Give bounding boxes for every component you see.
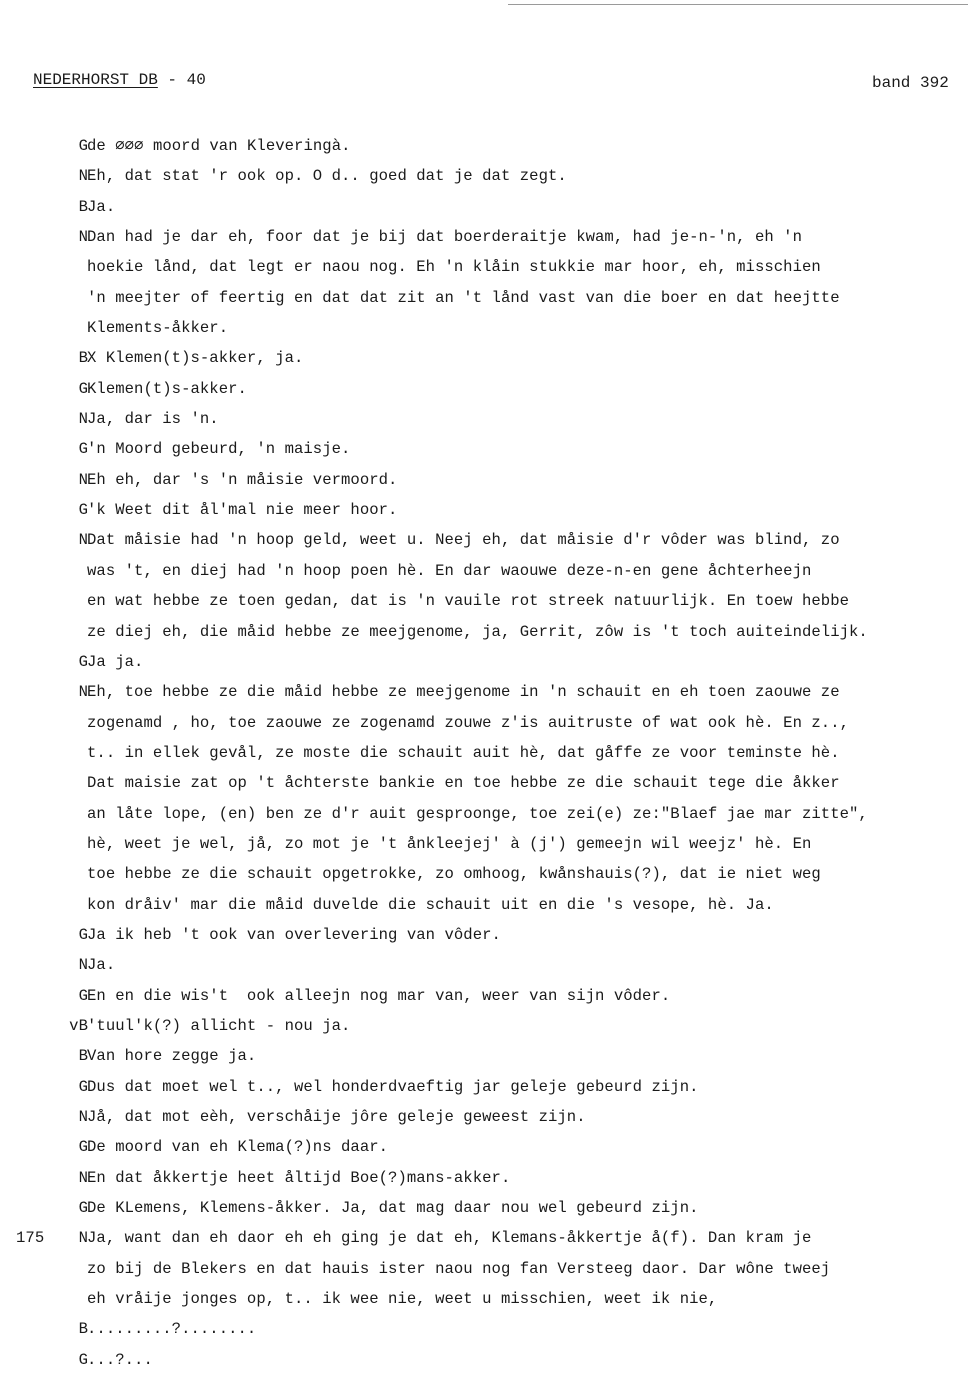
utterance-text: Klemen(t)s-akker.: [87, 379, 247, 398]
speaker-label: G: [78, 1077, 88, 1096]
transcript-line: [0, 738, 973, 768]
utterance-text: eh vråije jonges op, t.. ik wee nie, weet u misschien, weet ik nie,: [87, 1290, 718, 1309]
utterance-text: Ja ja.: [87, 652, 144, 671]
page-header: [33, 71, 206, 89]
speaker-label: N: [78, 1108, 88, 1126]
transcript-line: [0, 283, 973, 313]
utterance-text: Dus dat moet wel t.., wel honderdvaeftig jar geleje gebeurd zijn.: [87, 1077, 699, 1096]
utterance-text: was 't, en diej had 'n hoop poen hè. En dar waouwe deze-n-en gene åchterheejn: [87, 561, 812, 580]
transcript-line: [0, 647, 973, 677]
speaker-label: N: [78, 956, 88, 975]
utterance-text: Eh eh, dar 's 'n måisie vermoord.: [87, 470, 398, 489]
utterance-text: Ja.: [87, 197, 116, 216]
utterance-text: Jå, dat mot eèh, verschåije jôre geleje geweest zijn.: [87, 1108, 586, 1126]
speaker-label: N: [78, 167, 88, 186]
utterance-text: Ja.: [87, 956, 116, 975]
utterance-text: Dat måisie had 'n hoop geld, weet u. Neej eh, dat måisie d'r vôder was blind, zo: [87, 531, 840, 550]
transcript-line: [0, 222, 973, 252]
speaker-label: N: [78, 1229, 88, 1248]
transcript-line: [0, 829, 973, 859]
transcript-line: [0, 768, 973, 798]
transcript-line: [0, 586, 973, 616]
utterance-text: Ja, want dan eh daor eh eh ging je dat eh, Klemans-åkkertje å(f). Dan kram je: [87, 1229, 812, 1248]
utterance-text: En en die wis't ook alleejn nog mar van, weer van sijn vôder.: [87, 986, 671, 1005]
transcript-line: [0, 708, 973, 738]
speaker-label: N: [78, 410, 88, 429]
page-number: - 40: [157, 71, 206, 89]
speaker-label: G: [78, 379, 88, 398]
transcript-line: [0, 1163, 973, 1193]
utterance-text: Eh, dat stat 'r ook op. O d.. goed dat je dat zegt.: [87, 167, 567, 186]
speaker-label: B: [78, 1320, 88, 1339]
speaker-label: G: [78, 925, 88, 944]
speaker-label: B: [78, 1047, 88, 1066]
transcript-line: [0, 495, 973, 525]
transcript-line: [0, 1011, 973, 1041]
utterance-text: ze diej eh, die måid hebbe ze meejgenome, ja, Gerrit, zôw is 't toch auiteindelijk.: [87, 622, 868, 641]
utterance-text: zo bij de Blekers en dat hauis ister naou nog fan Versteeg daor. Dar wône tweej: [87, 1259, 831, 1278]
utterance-text: kon dråiv' mar die måid duvelde die schauit uit en die 's vesope, hè. Ja.: [87, 895, 774, 914]
transcript-line: [0, 1072, 973, 1102]
transcript-line: [0, 465, 973, 495]
transcript-line: [0, 434, 973, 464]
transcript-line: [0, 404, 973, 434]
transcript-line: [0, 192, 973, 222]
utterance-text: Ja ik heb 't ook van overlevering van vôder.: [87, 925, 501, 944]
transcript-line: [0, 1132, 973, 1162]
speaker-label: G: [78, 1199, 88, 1218]
utterance-text: Van hore zegge ja.: [87, 1047, 257, 1066]
top-rule: [508, 4, 968, 5]
speaker-label: G: [78, 652, 88, 671]
speaker-label: G: [78, 137, 88, 155]
transcript-line: [0, 920, 973, 950]
speaker-label: G: [78, 1138, 88, 1157]
speaker-label: G: [78, 501, 88, 520]
speaker-label: G: [78, 440, 88, 459]
speaker-label: N: [78, 228, 88, 247]
transcript-line: [0, 131, 973, 161]
speaker-label: G: [78, 1350, 88, 1369]
utterance-text: Dat maisie zat op 't åchterste bankie en toe hebbe ze die schauit tege die åkker: [87, 774, 840, 793]
speaker-label: N: [78, 470, 88, 489]
utterance-text: X Klemen(t)s-akker, ja.: [87, 349, 304, 368]
transcript: [0, 131, 973, 1375]
transcript-line: [0, 1345, 973, 1375]
transcript-line: [0, 1193, 973, 1223]
transcript-line: [0, 617, 973, 647]
speaker-label: N: [78, 531, 88, 550]
utterance-text: 'tuul'k(?) allicht - nou ja.: [87, 1016, 351, 1035]
speaker-label: N: [78, 683, 88, 702]
document-title: NEDERHORST DB: [33, 71, 158, 89]
transcript-line: [0, 981, 973, 1011]
transcript-line: [0, 556, 973, 586]
transcript-line: [0, 1254, 973, 1284]
transcript-line: [0, 1102, 973, 1132]
transcript-line: [0, 252, 973, 282]
tape-label: band 392: [872, 74, 949, 92]
transcript-line: [0, 1041, 973, 1071]
utterance-text: Eh, toe hebbe ze die måid hebbe ze meejgenome in 'n schauit en eh toen zaouwe ze: [87, 683, 840, 702]
utterance-text: t.. in ellek gevål, ze moste die schauit auit hè, dat gåffe ze voor teminste hè.: [87, 743, 840, 762]
transcript-line: [0, 950, 973, 980]
utterance-text: 'k Weet dit ål'mal nie meer hoor.: [87, 501, 398, 520]
utterance-text: ...?...: [87, 1350, 153, 1369]
utterance-text: hoekie lånd, dat legt er naou nog. Eh 'n klåin stukkie mar hoor, eh, misschien: [87, 258, 821, 277]
transcript-line: [0, 161, 973, 191]
transcript-line: [0, 677, 973, 707]
line-number: 175: [16, 1229, 45, 1248]
transcript-line: [0, 525, 973, 555]
utterance-text: .........?........: [87, 1320, 257, 1339]
transcript-line: [0, 890, 973, 920]
transcript-line: [0, 1314, 973, 1344]
utterance-text: Klements-åkker.: [87, 319, 229, 338]
utterance-text: toe hebbe ze die schauit opgetrokke, zo omhoog, kwånshauis(?), dat ie niet weg: [87, 865, 821, 884]
transcript-line: [0, 343, 973, 373]
utterance-text: De KLemens, Klemens-åkker. Ja, dat mag daar nou wel gebeurd zijn.: [87, 1199, 699, 1218]
transcript-line: [0, 1284, 973, 1314]
utterance-text: 'n Moord gebeurd, 'n maisje.: [87, 440, 351, 459]
utterance-text: hè, weet je wel, jå, zo mot je 't ånkleejej' à (j') gemeejn wil weejz' hè. En: [87, 834, 812, 853]
speaker-label: B: [78, 349, 88, 368]
speaker-label: N: [78, 1168, 88, 1187]
utterance-text: de ∅∅∅ moord van Kleveringà.: [87, 137, 351, 155]
speaker-label: G: [78, 986, 88, 1005]
utterance-text: Ja, dar is 'n.: [87, 410, 219, 429]
transcript-line: [0, 374, 973, 404]
transcript-line: [0, 1223, 973, 1253]
utterance-text: en wat hebbe ze toen gedan, dat is 'n vauile rot streek natuurlijk. En toew hebbe: [87, 592, 850, 611]
transcript-line: [0, 313, 973, 343]
utterance-text: Dan had je dar eh, foor dat je bij dat boerderaitje kwam, had je-n-'n, eh 'n: [87, 228, 802, 247]
utterance-text: 'n meejter of feertig en dat dat zit an 't lånd vast van die boer en dat heejtte: [87, 288, 840, 307]
utterance-text: En dat åkkertje heet åltijd Boe(?)mans-akker.: [87, 1168, 511, 1187]
transcript-line: [0, 799, 973, 829]
utterance-text: De moord van eh Klema(?)ns daar.: [87, 1138, 389, 1157]
speaker-label: vB: [69, 1016, 88, 1035]
utterance-text: zogenamd , ho, toe zaouwe ze zogenamd zouwe z'is auitruste of wat ook hè. En z..,: [87, 713, 850, 732]
utterance-text: an låte lope, (en) ben ze d'r auit gesproonge, toe zei(e) ze:"Blaef jae mar zitte",: [87, 804, 868, 823]
transcript-line: [0, 859, 973, 889]
speaker-label: B: [78, 197, 88, 216]
